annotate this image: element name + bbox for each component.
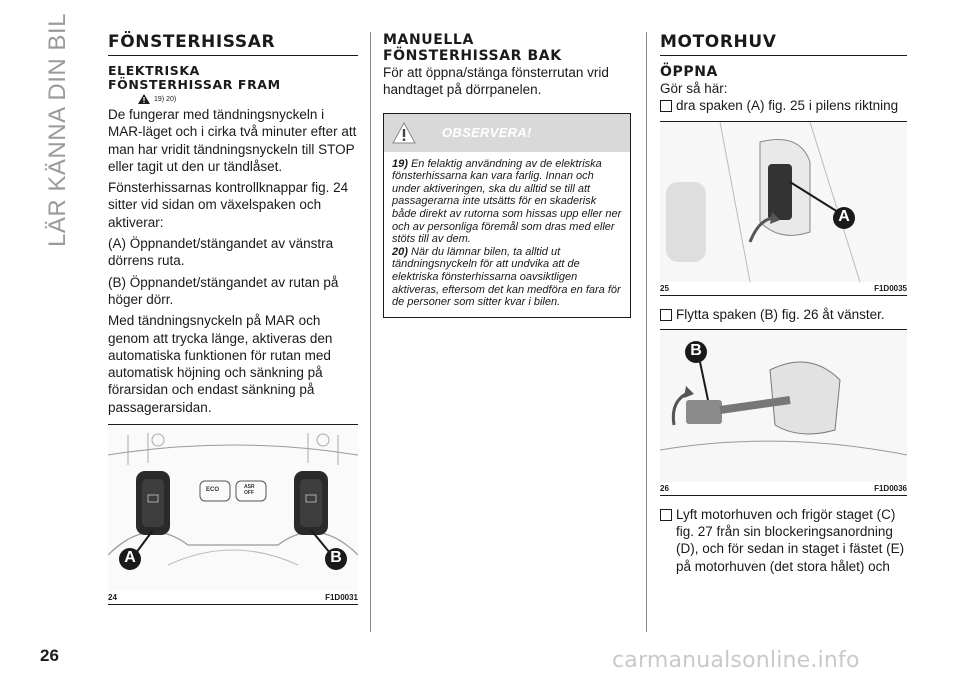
figure-25 (660, 121, 907, 296)
column-window-lifts (108, 32, 358, 605)
subsection-title-line2: FÖNSTERHISSAR FRAM (108, 77, 281, 92)
column-bonnet (660, 32, 907, 575)
step-3: Lyft motorhuven och frigör staget (C) fig. 27 från sin blockeringsanordning (D), och för sedan in staget i fästet (E) på motorhuven (det stora hålet) och (660, 506, 907, 575)
checkbox-icon (660, 509, 672, 521)
column-divider (646, 32, 647, 632)
section-title-line2: FÖNSTERHISSAR BAK (383, 48, 562, 64)
paragraph-button-a: (A) Öppnandet/stängandet av vänstra dörrens ruta. (108, 236, 334, 269)
warning-note (383, 113, 631, 318)
figure-code: F1D0036 (874, 483, 907, 493)
warning-references: 19) 20) (138, 94, 358, 104)
figure-24 (108, 424, 358, 605)
figure-number: 25 (660, 283, 669, 293)
paragraph-intro: Gör så här: (660, 81, 728, 96)
checkbox-icon (660, 309, 672, 321)
figure-26-caption (660, 482, 907, 495)
column-divider (370, 32, 371, 632)
figure-code: F1D0031 (325, 593, 358, 603)
fig24-asr-label: ASR (244, 484, 255, 491)
side-section-label: LÄR KÄNNA DIN BIL (44, 13, 72, 247)
page-number: 26 (40, 646, 59, 665)
note-item-19: 19) En felaktig användning av de elektriska fönsterhissarna kan vara farlig. Innan och under aktiveringen, ska du alltid se till att passagerarna inte utsätts för en skaderisk både direkt av rutorna som hissas upp eller ner och av personliga föremål som dras med eller stöts till av dem. (392, 157, 622, 246)
warning-triangle-icon (138, 94, 150, 104)
fig25-label-a: A (838, 207, 850, 225)
fig24-label-b: B (330, 549, 342, 567)
checkbox-icon (660, 100, 672, 112)
paragraph-auto-function: Med tändningsnyckeln på MAR och genom att trycka länge, aktiveras den automatiska funktionen för rutan med automatisk höjning och sänkning på förarsidan och endast sänkning på passagerarsidan. (108, 313, 333, 415)
subsection-title-line1: ELEKTRISKA (108, 63, 200, 78)
note-title: OBSERVERA! (442, 125, 532, 141)
bonnet-lever-illustration (660, 122, 907, 282)
warning-triangle-icon (392, 122, 416, 144)
column-manual-rear-windows (383, 32, 631, 318)
figure-26 (660, 329, 907, 496)
paragraph-rear-windows: För att öppna/stänga fönsterrutan vrid handtaget på dörrpanelen. (383, 65, 609, 98)
window-switches-illustration (108, 425, 358, 591)
watermark: carmanualsonline.info (612, 648, 860, 673)
paragraph-button-b: (B) Öppnandet/stängandet av rutan på höger dörr. (108, 274, 339, 307)
note-item-20: 20) När du lämnar bilen, ta alltid ut tändningsnyckeln för att undvika att de elektriska fönsterhissarna oavsiktligen aktiveras, eftersom det kan medföra en fara för de personer som sitter kvar i bilen. (392, 245, 621, 309)
section-title: MOTORHUV (660, 32, 907, 56)
section-title: FÖNSTERHISSAR (108, 32, 358, 56)
fig24-off-label: OFF (244, 490, 254, 497)
fig26-label-b: B (690, 341, 702, 359)
figure-24-caption (108, 591, 358, 604)
figure-number: 26 (660, 483, 669, 493)
fig24-label-a: A (124, 549, 136, 567)
figure-number: 24 (108, 593, 117, 603)
figure-25-caption (660, 282, 907, 295)
paragraph-controls: Fönsterhissarnas kontrollknappar fig. 24 sitter vid sidan om växelspaken och aktiverar: (108, 180, 349, 230)
step-2: Flytta spaken (B) fig. 26 åt vänster. (660, 306, 907, 323)
fig24-eco-label: ECO (206, 487, 220, 494)
section-title-line1: MANUELLA (383, 32, 474, 48)
paragraph-operation: De fungerar med tändningsnyckeln i MAR-läget och i cirka två minuter efter att man har vridit tändningsnyckeln till STOP eller tagit ut den ur tändlåset. (108, 107, 357, 174)
step-1: dra spaken (A) fig. 25 i pilens riktning (660, 97, 907, 114)
subsection-title: ÖPPNA (660, 64, 718, 80)
figure-code: F1D0035 (874, 283, 907, 293)
